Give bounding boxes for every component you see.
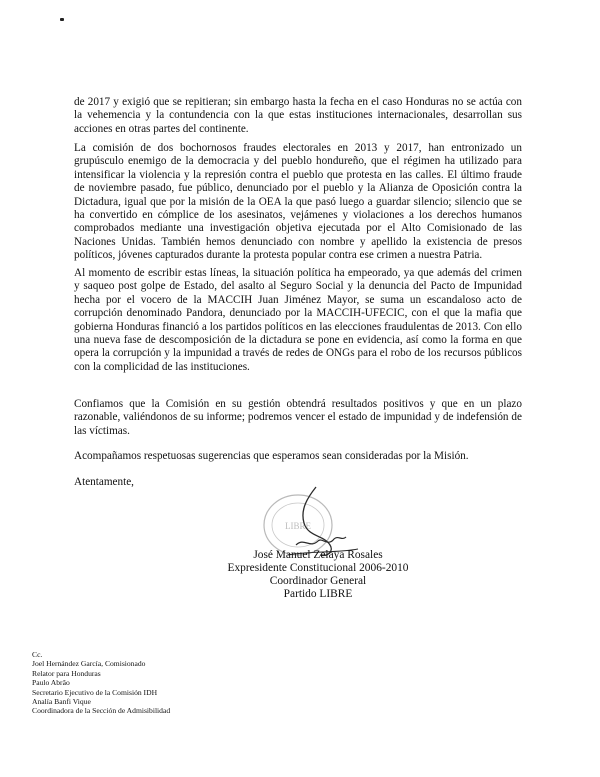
cc-line: Relator para Honduras: [32, 668, 101, 678]
scan-mark: [60, 18, 64, 21]
cc-line: Paulo Abrão: [32, 678, 70, 688]
closing-salutation: Atentamente,: [74, 476, 134, 488]
signatory-title: Coordinador General: [269, 575, 367, 587]
paragraph-3: Al momento de escribir estas líneas, la situación política ha empeorado, ya que además del crimen y saqueo post golpe de Estado, del asalto al Seguro Social y la denuncia del Pacto de Impunidad hecha por el vocero de la MACCIH Juan Jiménez Mayor, se suma un escandaloso acto de corrupción denominado Pandora, denunciado por la MACCIH-UFECIC, con el que la mafia que gobierna Honduras financió a los partidos políticos en las elecciones fraudulentas de 2013. Con ello una nueva fase de descomposición de la dictadura se pone en evidencia, así como la forma en que opera la corrupción y la impunidad a través de redes de ONGs para el robo de los recursos públicos con la complicidad de las instituciones.: [74, 267, 522, 373]
cc-line: Secretario Ejecutivo de la Comisión IDH: [32, 687, 158, 697]
paragraph-4: Confiamos que la Comisión en su gestión obtendrá resultados positivos y que en un plazo razonable, valiéndonos de su informe; podremos vencer el estado de impunidad y de indefensión de las víctimas.: [74, 398, 522, 437]
cc-list: [32, 650, 170, 716]
paragraph-1: de 2017 y exigió que se repitieran; sin embargo hasta la fecha en el caso Honduras no se actúa con la vehemencia y la contundencia con la que estas instituciones internacionales, desarrollan sus acciones en otras partes del continente.: [74, 96, 522, 135]
signatory-role: Expresidente Constitucional 2006-2010: [227, 562, 409, 574]
cc-line: Cc.: [32, 650, 43, 659]
paragraph-5: Acompañamos respetuosas sugerencias que esperamos sean consideradas por la Misión.: [74, 450, 469, 462]
signatory-party: Partido LIBRE: [283, 588, 353, 600]
cc-line: Analía Banfi Vique: [32, 697, 91, 707]
signatory-name: José Manuel Zelaya Rosales: [253, 549, 383, 561]
seal-text: LIBRE: [285, 521, 311, 531]
paragraph-2: La comisión de dos bochornosos fraudes electorales en 2013 y 2017, han entronizado un grupúsculo enemigo de la democracia y del pueblo hondureño, que el régimen ha utilizado para intensificar la violencia y la represión contra el pueblo que protesta en las calles. El último fraude de noviembre pasado, fue público, denunciado por el pueblo y la Alianza de Oposición contra la Dictadura, igual que por la misión de la OEA la que pasó luego a guardar silencio; silencio que se ha convertido en cómplice de los asesinatos, vejámenes y violaciones a los derechos humanos comprobados mediante una investigación objetiva ejecutada por el Alto Comisionado de las Naciones Unidas. También hemos denunciado con nombre y apellido la existencia de presos políticos, jóvenes capturados durante la protesta popular contra ese crimen a nuestra Patria.: [74, 142, 522, 262]
cc-line: Joel Hernández García, Comisionado: [32, 659, 146, 669]
cc-line: Coordinadora de la Sección de Admisibilidad: [32, 706, 171, 716]
